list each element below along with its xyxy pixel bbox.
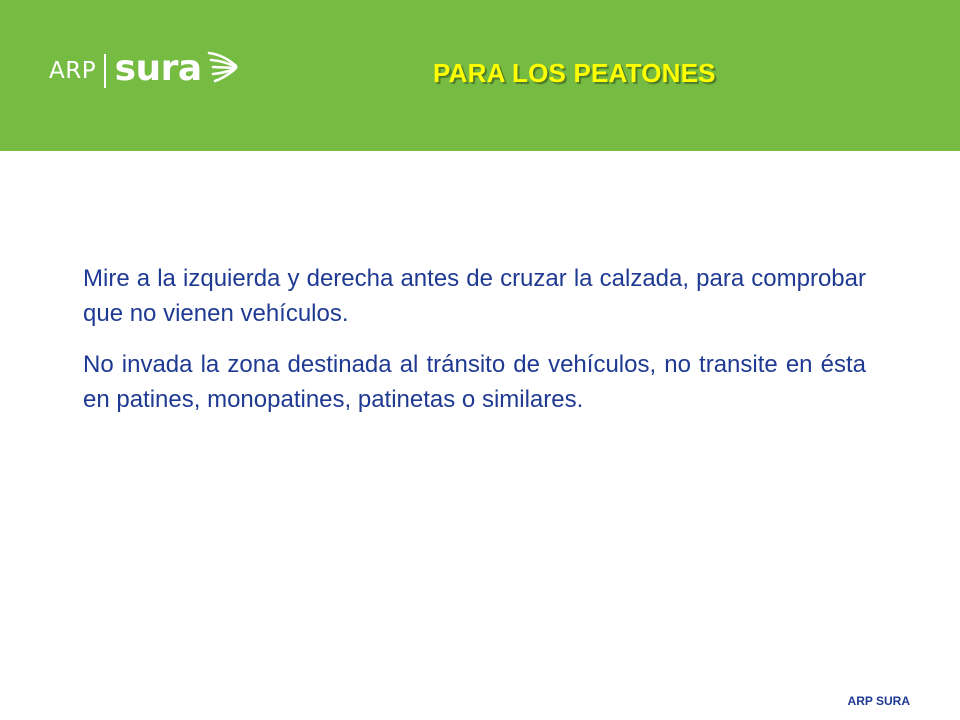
footer-label: ARP SURA <box>847 694 910 708</box>
paragraph-vehicle-zone: No invada la zona destinada al tránsito de vehículos, no transite en ésta en patines, monopatines, patinetas o similares. <box>83 351 866 413</box>
slide-title: PARA LOS PEATONES <box>433 58 716 88</box>
content-body <box>83 261 866 433</box>
sura-wing-icon <box>206 47 240 89</box>
logo-prefix: ARP <box>49 57 97 84</box>
logo-wordmark: sura <box>114 48 202 89</box>
logo-divider <box>104 54 106 88</box>
paragraph-look-both-ways: Mire a la izquierda y derecha antes de cruzar la calzada, para comprobar que no vienen vehículos. <box>83 265 866 327</box>
arp-sura-logo <box>49 46 240 96</box>
